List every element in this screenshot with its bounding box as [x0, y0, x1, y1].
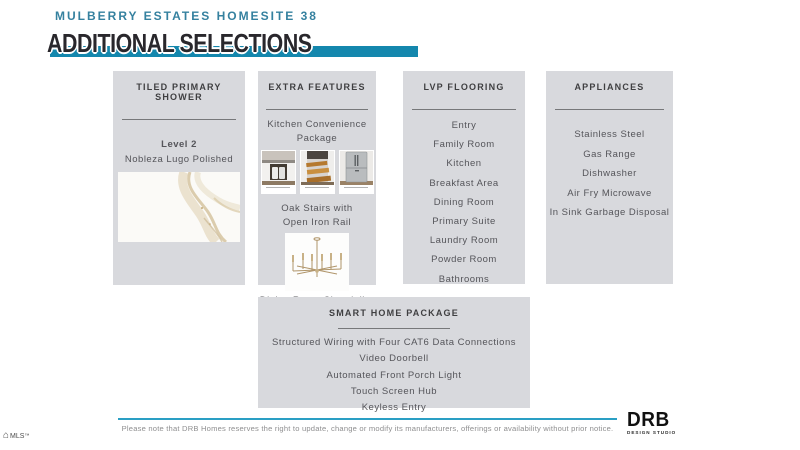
- list-item: Laundry Room: [429, 235, 499, 247]
- list-item: Breakfast Area: [429, 177, 499, 189]
- list-item: Gas Range: [583, 148, 636, 160]
- list-item: Dishwasher: [582, 168, 637, 180]
- kitchen-package-label: Package: [296, 133, 338, 144]
- list-item: Stainless Steel: [574, 129, 645, 140]
- divider: [266, 109, 367, 110]
- mls-watermark-label: MLS: [10, 432, 25, 440]
- panel-tiled-primary-shower: [113, 71, 245, 285]
- panel-title: APPLIANCES: [574, 82, 645, 92]
- list-item: Air Fry Microwave: [567, 187, 652, 199]
- list-item: Keyless Entry: [361, 402, 427, 414]
- list-item: Powder Room: [431, 254, 497, 266]
- list-item: Dining Room: [433, 196, 495, 208]
- shower-level: Level 2: [161, 139, 197, 150]
- list-item: Structured Wiring with Four CAT6 Data Connections: [272, 337, 516, 348]
- house-icon: ⌂: [3, 430, 10, 441]
- shower-product: Nobleza Lugo Polished: [124, 154, 234, 165]
- marble-tile-swatch-image: [118, 172, 240, 242]
- drb-logo-subtext: DESIGN STUDIO: [627, 430, 677, 435]
- brass-chandelier-photo: [285, 233, 349, 291]
- panel-title: TILED PRIMARY SHOWER: [136, 82, 222, 102]
- footer-accent-line: [118, 418, 617, 420]
- drb-design-studio-logo: [627, 410, 691, 435]
- panel-extra-features: [258, 71, 376, 285]
- panel-lvp-flooring: [403, 71, 525, 284]
- mls-watermark: [3, 431, 29, 441]
- panel-title: SMART HOME PACKAGE: [329, 308, 459, 318]
- list-item: Touch Screen Hub: [350, 385, 438, 397]
- divider: [412, 109, 517, 110]
- pullout-trash-cabinet-photo: [261, 150, 296, 194]
- oak-stairs-label: Open Iron Rail: [282, 217, 352, 228]
- photo-caption-line: [344, 187, 367, 188]
- list-item: Primary Suite: [432, 215, 496, 227]
- list-item: Automated Front Porch Light: [326, 369, 462, 381]
- footer-disclaimer: Please note that DRB Homes reserves the right to update, change or modify its manufacturers, offerings or availability without prior notice.: [121, 424, 614, 433]
- panel-title: EXTRA FEATURES: [268, 82, 366, 92]
- list-item: Video Doorbell: [359, 353, 429, 365]
- list-item: Family Room: [433, 139, 495, 151]
- list-item: In Sink Garbage Disposal: [549, 207, 670, 219]
- photo-caption-line: [266, 187, 289, 188]
- page-title: ADDITIONAL SELECTIONS: [47, 28, 312, 58]
- appliance-list: [546, 129, 673, 218]
- stainless-fridge-photo: [339, 150, 374, 194]
- drb-logo-text: DRB: [627, 408, 670, 431]
- panel-smart-home-package: [258, 297, 530, 414]
- panel-title: LVP FLOORING: [423, 82, 505, 92]
- divider: [338, 328, 450, 329]
- community-subtitle: MULBERRY ESTATES HOMESITE 38: [55, 9, 318, 23]
- kitchen-package-label: Kitchen Convenience: [267, 119, 367, 130]
- divider: [555, 109, 664, 110]
- list-item: Entry: [451, 120, 477, 131]
- pullout-wood-shelf-photo: [300, 150, 335, 194]
- trademark-symbol: ™: [24, 433, 30, 439]
- list-item: Bathrooms: [438, 273, 490, 285]
- list-item: Kitchen: [446, 158, 482, 170]
- photo-caption-line: [305, 187, 328, 188]
- divider: [122, 119, 236, 120]
- panel-appliances: [546, 71, 673, 284]
- smart-home-list: [258, 338, 530, 413]
- oak-stairs-label: Oak Stairs with: [281, 203, 353, 214]
- kitchen-package-photos: [258, 150, 376, 194]
- lvp-room-list: [403, 120, 525, 285]
